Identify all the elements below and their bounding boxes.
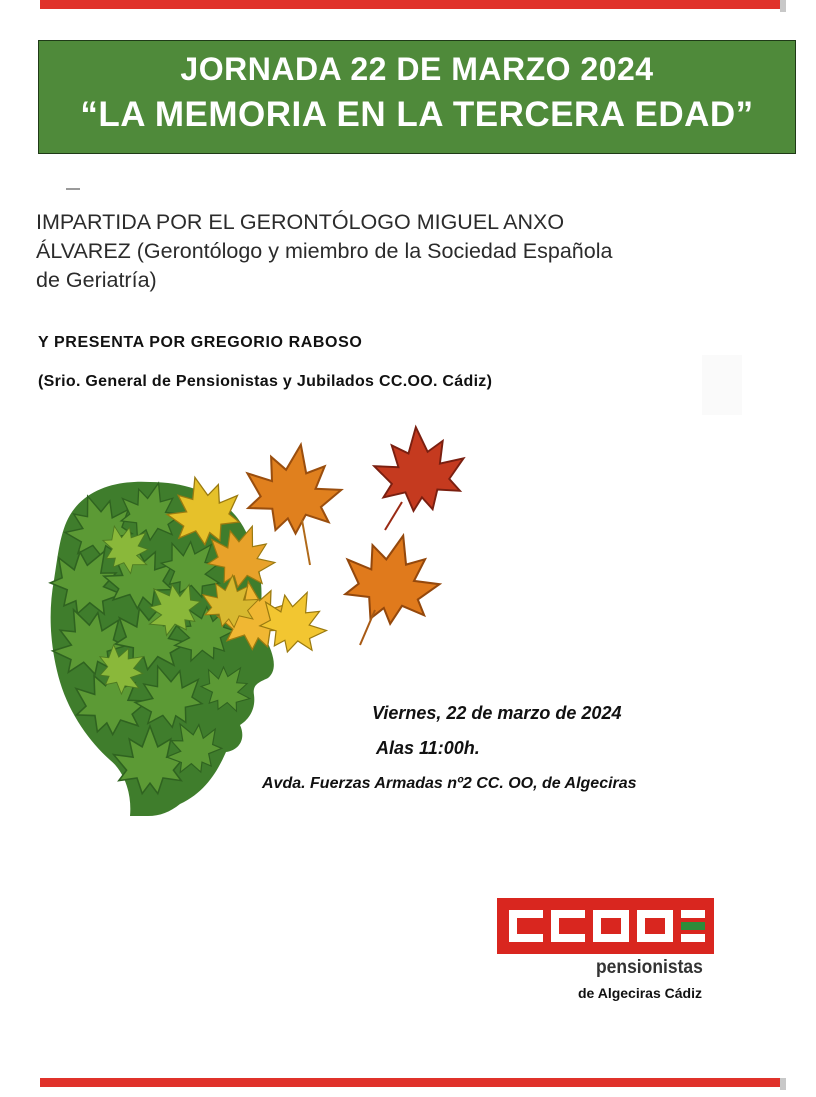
ccoo-logo	[497, 898, 714, 954]
title-banner	[38, 40, 796, 154]
logo-subtitle: pensionistas	[596, 957, 703, 978]
logo-location: de Algeciras Cádiz	[578, 985, 702, 1001]
top-rule-edge	[780, 0, 786, 12]
speaker-line-2: ÁLVAREZ (Gerontólogo y miembro de la Sociedad Española	[36, 239, 613, 263]
top-red-rule	[40, 0, 780, 9]
event-date: Viernes, 22 de marzo de 2024	[372, 703, 622, 723]
presenter-name: Y PRESENTA POR GREGORIO RABOSO	[38, 334, 363, 351]
head-of-leaves-illustration	[30, 420, 490, 830]
speaker-line-1: IMPARTIDA POR EL GERONTÓLOGO MIGUEL ANXO	[36, 210, 565, 234]
event-time: Alas 11:00h.	[376, 738, 480, 758]
bottom-red-rule	[40, 1078, 780, 1087]
speaker-line-3: de Geriatría)	[36, 268, 157, 292]
decorative-dash	[66, 188, 80, 190]
event-location: Avda. Fuerzas Armadas nº2 CC. OO, de Algeciras	[262, 775, 637, 792]
bottom-rule-edge	[780, 1078, 786, 1090]
faint-background-mark	[702, 355, 742, 415]
title-line-date: JORNADA 22 DE MARZO 2024	[180, 51, 654, 87]
presenter-role: (Srio. General de Pensionistas y Jubilados CC.OO. Cádiz)	[38, 373, 493, 390]
title-line-topic: “LA MEMORIA EN LA TERCERA EDAD”	[80, 95, 754, 134]
speaker-block	[36, 208, 756, 295]
